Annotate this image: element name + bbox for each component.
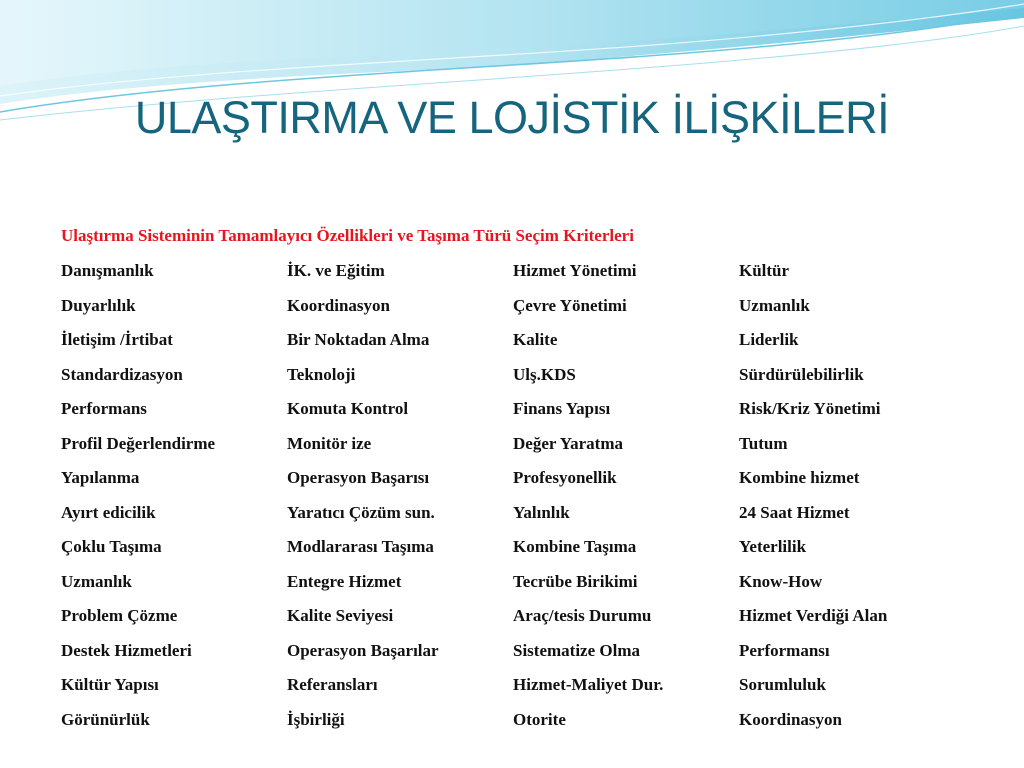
- table-cell: Operasyon Başarılar: [287, 640, 439, 660]
- table-row: [61, 358, 969, 393]
- table-cell: Koordinasyon: [739, 709, 842, 729]
- table-cell: Çevre Yönetimi: [513, 295, 627, 315]
- table-row: [61, 703, 969, 738]
- table-cell: Kombine Taşıma: [513, 537, 637, 557]
- table-row: [61, 668, 969, 703]
- table-cell: Liderlik: [739, 330, 799, 350]
- slide-title: ULAŞTIRMA VE LOJİSTİK İLİŞKİLERİ: [134, 92, 890, 143]
- table-cell: Know-How: [739, 571, 823, 591]
- table-cell: Duyarlılık: [61, 295, 136, 315]
- table-cell: Danışmanlık: [61, 261, 154, 281]
- table-cell: Operasyon Başarısı: [287, 468, 430, 488]
- table-cell: Çoklu Taşıma: [61, 537, 162, 557]
- table-row: [61, 289, 969, 324]
- table-cell: Kalite Seviyesi: [287, 606, 394, 626]
- table-cell: Problem Çözme: [61, 606, 178, 626]
- slide-subtitle: Ulaştırma Sisteminin Tamamlayıcı Özellikleri ve Taşıma Türü Seçim Kriterleri: [61, 226, 634, 245]
- table-cell: Tutum: [739, 433, 788, 453]
- table-row: [61, 599, 969, 634]
- table-cell: Standardizasyon: [61, 364, 183, 384]
- table-cell: Performansı: [739, 640, 830, 660]
- table-cell: Hizmet Yönetimi: [513, 261, 637, 281]
- table-cell: Otorite: [513, 709, 566, 729]
- table-row: [61, 323, 969, 358]
- table-cell: Referansları: [287, 675, 378, 695]
- table-row: [61, 461, 969, 496]
- table-cell: Finans Yapısı: [513, 399, 611, 419]
- table-cell: Yaratıcı Çözüm sun.: [287, 502, 435, 522]
- table-cell: Koordinasyon: [287, 295, 390, 315]
- table-cell: Kombine hizmet: [739, 468, 860, 488]
- table-cell: Uzmanlık: [61, 571, 132, 591]
- table-cell: Tecrübe Birikimi: [513, 571, 638, 591]
- table-cell: Kültür Yapısı: [61, 675, 159, 695]
- table-cell: 24 Saat Hizmet: [739, 502, 850, 522]
- table-row: [61, 565, 969, 600]
- table-cell: Komuta Kontrol: [287, 399, 409, 419]
- table-cell: Sürdürülebilirlik: [739, 364, 864, 384]
- table-cell: Kalite: [513, 330, 558, 350]
- table-cell: Uzmanlık: [739, 295, 810, 315]
- table-cell: Sistematize Olma: [513, 640, 640, 660]
- criteria-table: [61, 254, 969, 737]
- table-cell: Değer Yaratma: [513, 433, 623, 453]
- table-cell: Performans: [61, 399, 147, 419]
- table-cell: Bir Noktadan Alma: [287, 330, 430, 350]
- table-cell: Yalınlık: [513, 502, 570, 522]
- table-cell: Destek Hizmetleri: [61, 640, 192, 660]
- table-row: [61, 427, 969, 462]
- table-cell: Monitör ize: [287, 433, 372, 453]
- table-cell: Araç/tesis Durumu: [513, 606, 652, 626]
- table-cell: Görünürlük: [61, 709, 150, 729]
- table-cell: İşbirliği: [287, 709, 345, 729]
- table-row: [61, 530, 969, 565]
- table-cell: Hizmet Verdiği Alan: [739, 606, 888, 626]
- table-row: [61, 634, 969, 669]
- table-cell: İletişim /İrtibat: [61, 330, 173, 350]
- table-cell: Modlararası Taşıma: [287, 537, 434, 557]
- table-row: [61, 496, 969, 531]
- table-cell: Ayırt edicilik: [61, 502, 156, 522]
- table-cell: Profesyonellik: [513, 468, 617, 488]
- table-cell: Entegre Hizmet: [287, 571, 402, 591]
- table-cell: Yapılanma: [61, 468, 140, 488]
- table-cell: Profil Değerlendirme: [61, 433, 216, 453]
- table-cell: Kültür: [739, 261, 790, 281]
- table-row: [61, 392, 969, 427]
- table-cell: Sorumluluk: [739, 675, 826, 695]
- table-cell: İK. ve Eğitim: [287, 261, 385, 281]
- table-row: [61, 254, 969, 289]
- table-cell: Teknoloji: [287, 364, 356, 384]
- table-cell: Ulş.KDS: [513, 364, 576, 384]
- table-cell: Yeterlilik: [739, 537, 807, 557]
- table-cell: Hizmet-Maliyet Dur.: [513, 675, 664, 695]
- table-cell: Risk/Kriz Yönetimi: [739, 399, 881, 419]
